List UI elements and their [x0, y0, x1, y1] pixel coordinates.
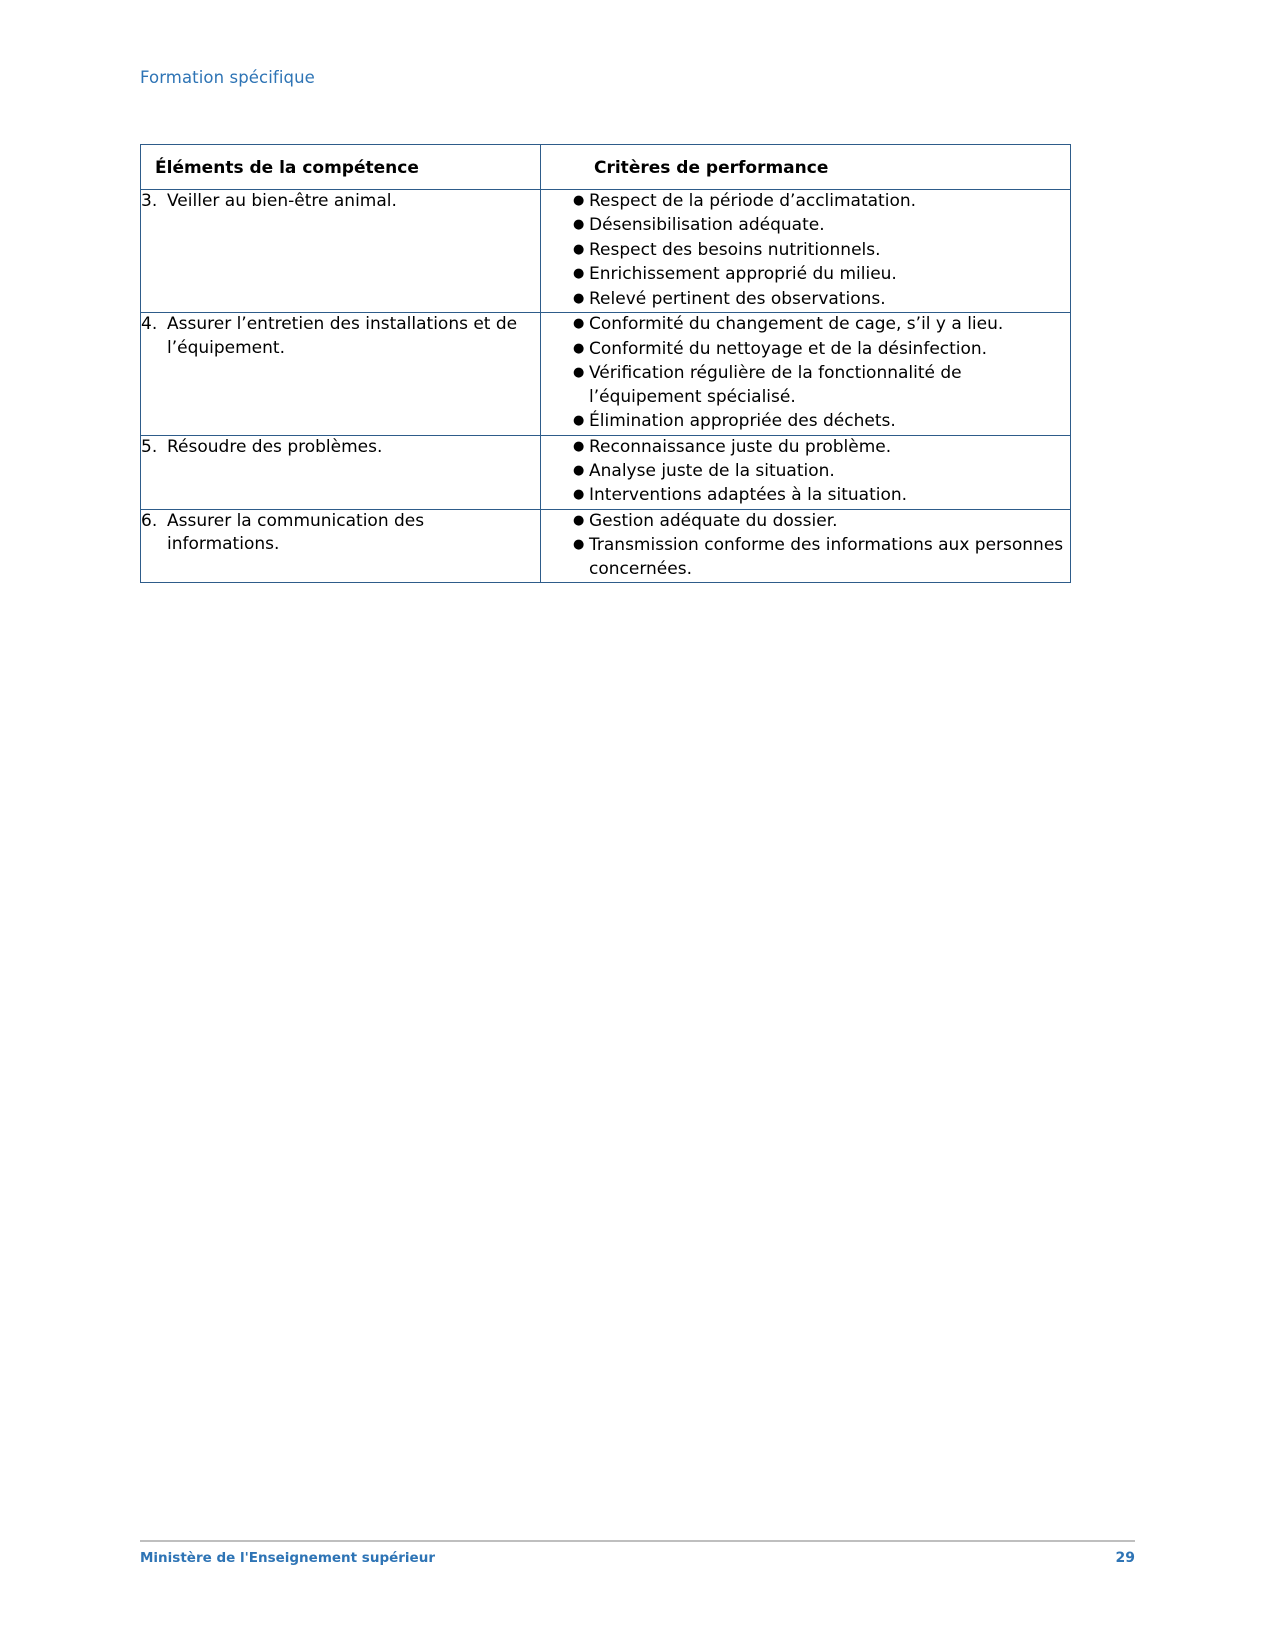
list-item [541, 338, 1070, 361]
bullet-icon: ● [573, 487, 585, 503]
list-item [541, 410, 1070, 433]
criterion-text: Respect de la période d’acclimatation. [589, 191, 917, 211]
bullet-icon: ● [573, 217, 585, 233]
list-item [541, 214, 1070, 237]
bullet-icon: ● [573, 193, 585, 208]
element-number: 5. [141, 436, 158, 457]
criteria-list [541, 190, 1070, 311]
criterion-text: Transmission conforme des informations aux personnes concernées. [589, 535, 1064, 579]
list-item [541, 460, 1070, 483]
criteria-list [541, 313, 1070, 433]
element-label: Résoudre des problèmes. [167, 436, 383, 457]
bullet-icon: ● [573, 537, 585, 553]
list-item [541, 190, 1070, 213]
criterion-text: Interventions adaptées à la situation. [589, 485, 908, 506]
bullet-icon: ● [573, 365, 585, 381]
bullet-icon: ● [573, 241, 585, 257]
criteria-cell [541, 313, 1071, 435]
bullet-icon: ● [573, 316, 585, 332]
element-label: Veiller au bien-être animal. [167, 191, 397, 211]
bullet-icon: ● [573, 438, 585, 454]
column-header-elements: Éléments de la compétence [155, 158, 419, 178]
list-item [541, 436, 1070, 459]
list-item [541, 484, 1070, 507]
list-item [541, 288, 1070, 311]
element-cell [141, 435, 541, 509]
bullet-icon: ● [573, 290, 585, 306]
table-header-cell-criteria [541, 145, 1071, 190]
competency-table [140, 144, 1071, 583]
criterion-text: Gestion adéquate du dossier. [589, 510, 838, 531]
criterion-text: Relevé pertinent des observations. [589, 288, 886, 309]
bullet-icon: ● [573, 512, 585, 528]
element-cell [141, 190, 541, 313]
criteria-list [541, 510, 1070, 581]
section-header-label: Formation spécifique [140, 68, 315, 87]
criterion-text: Conformité du changement de cage, s’il y a lieu. [589, 314, 1004, 335]
criterion-text: Analyse juste de la situation. [589, 460, 835, 481]
column-header-criteria: Critères de performance [594, 158, 829, 178]
footer-divider [140, 1540, 1135, 1542]
footer-page-number: 29 [1115, 1550, 1135, 1566]
criterion-text: Enrichissement approprié du milieu. [589, 264, 897, 285]
element-label: Assurer la communication des informations. [167, 510, 425, 555]
list-item [541, 313, 1070, 336]
criterion-text: Désensibilisation adéquate. [589, 215, 825, 236]
criterion-text: Vérification régulière de la fonctionnalité de l’équipement spécialisé. [589, 363, 962, 407]
table-row [141, 190, 1071, 313]
table-row [141, 313, 1071, 435]
table-row [141, 509, 1071, 582]
list-item [541, 534, 1070, 581]
element-cell [141, 509, 541, 582]
list-item [541, 263, 1070, 286]
table-header-cell-elements [141, 145, 541, 190]
table-row [141, 435, 1071, 509]
criteria-cell [541, 435, 1071, 509]
footer-organization: Ministère de l'Enseignement supérieur [140, 1550, 435, 1566]
element-cell [141, 313, 541, 435]
bullet-icon: ● [573, 266, 585, 282]
list-item [541, 510, 1070, 533]
criterion-text: Élimination appropriée des déchets. [589, 411, 896, 432]
criteria-cell [541, 509, 1071, 582]
criteria-list [541, 436, 1070, 508]
element-number: 4. [141, 314, 158, 335]
criterion-text: Reconnaissance juste du problème. [589, 436, 892, 457]
criterion-text: Conformité du nettoyage et de la désinfection. [589, 338, 988, 359]
bullet-icon: ● [573, 340, 585, 356]
element-number: 6. [141, 510, 158, 531]
element-label: Assurer l’entretien des installations et de l’équipement. [167, 314, 518, 358]
list-item [541, 239, 1070, 262]
element-number: 3. [141, 191, 158, 211]
criterion-text: Respect des besoins nutritionnels. [589, 239, 881, 260]
table-header-row [141, 145, 1071, 190]
bullet-icon: ● [573, 413, 585, 429]
list-item [541, 362, 1070, 409]
bullet-icon: ● [573, 462, 585, 478]
criteria-cell [541, 190, 1071, 313]
